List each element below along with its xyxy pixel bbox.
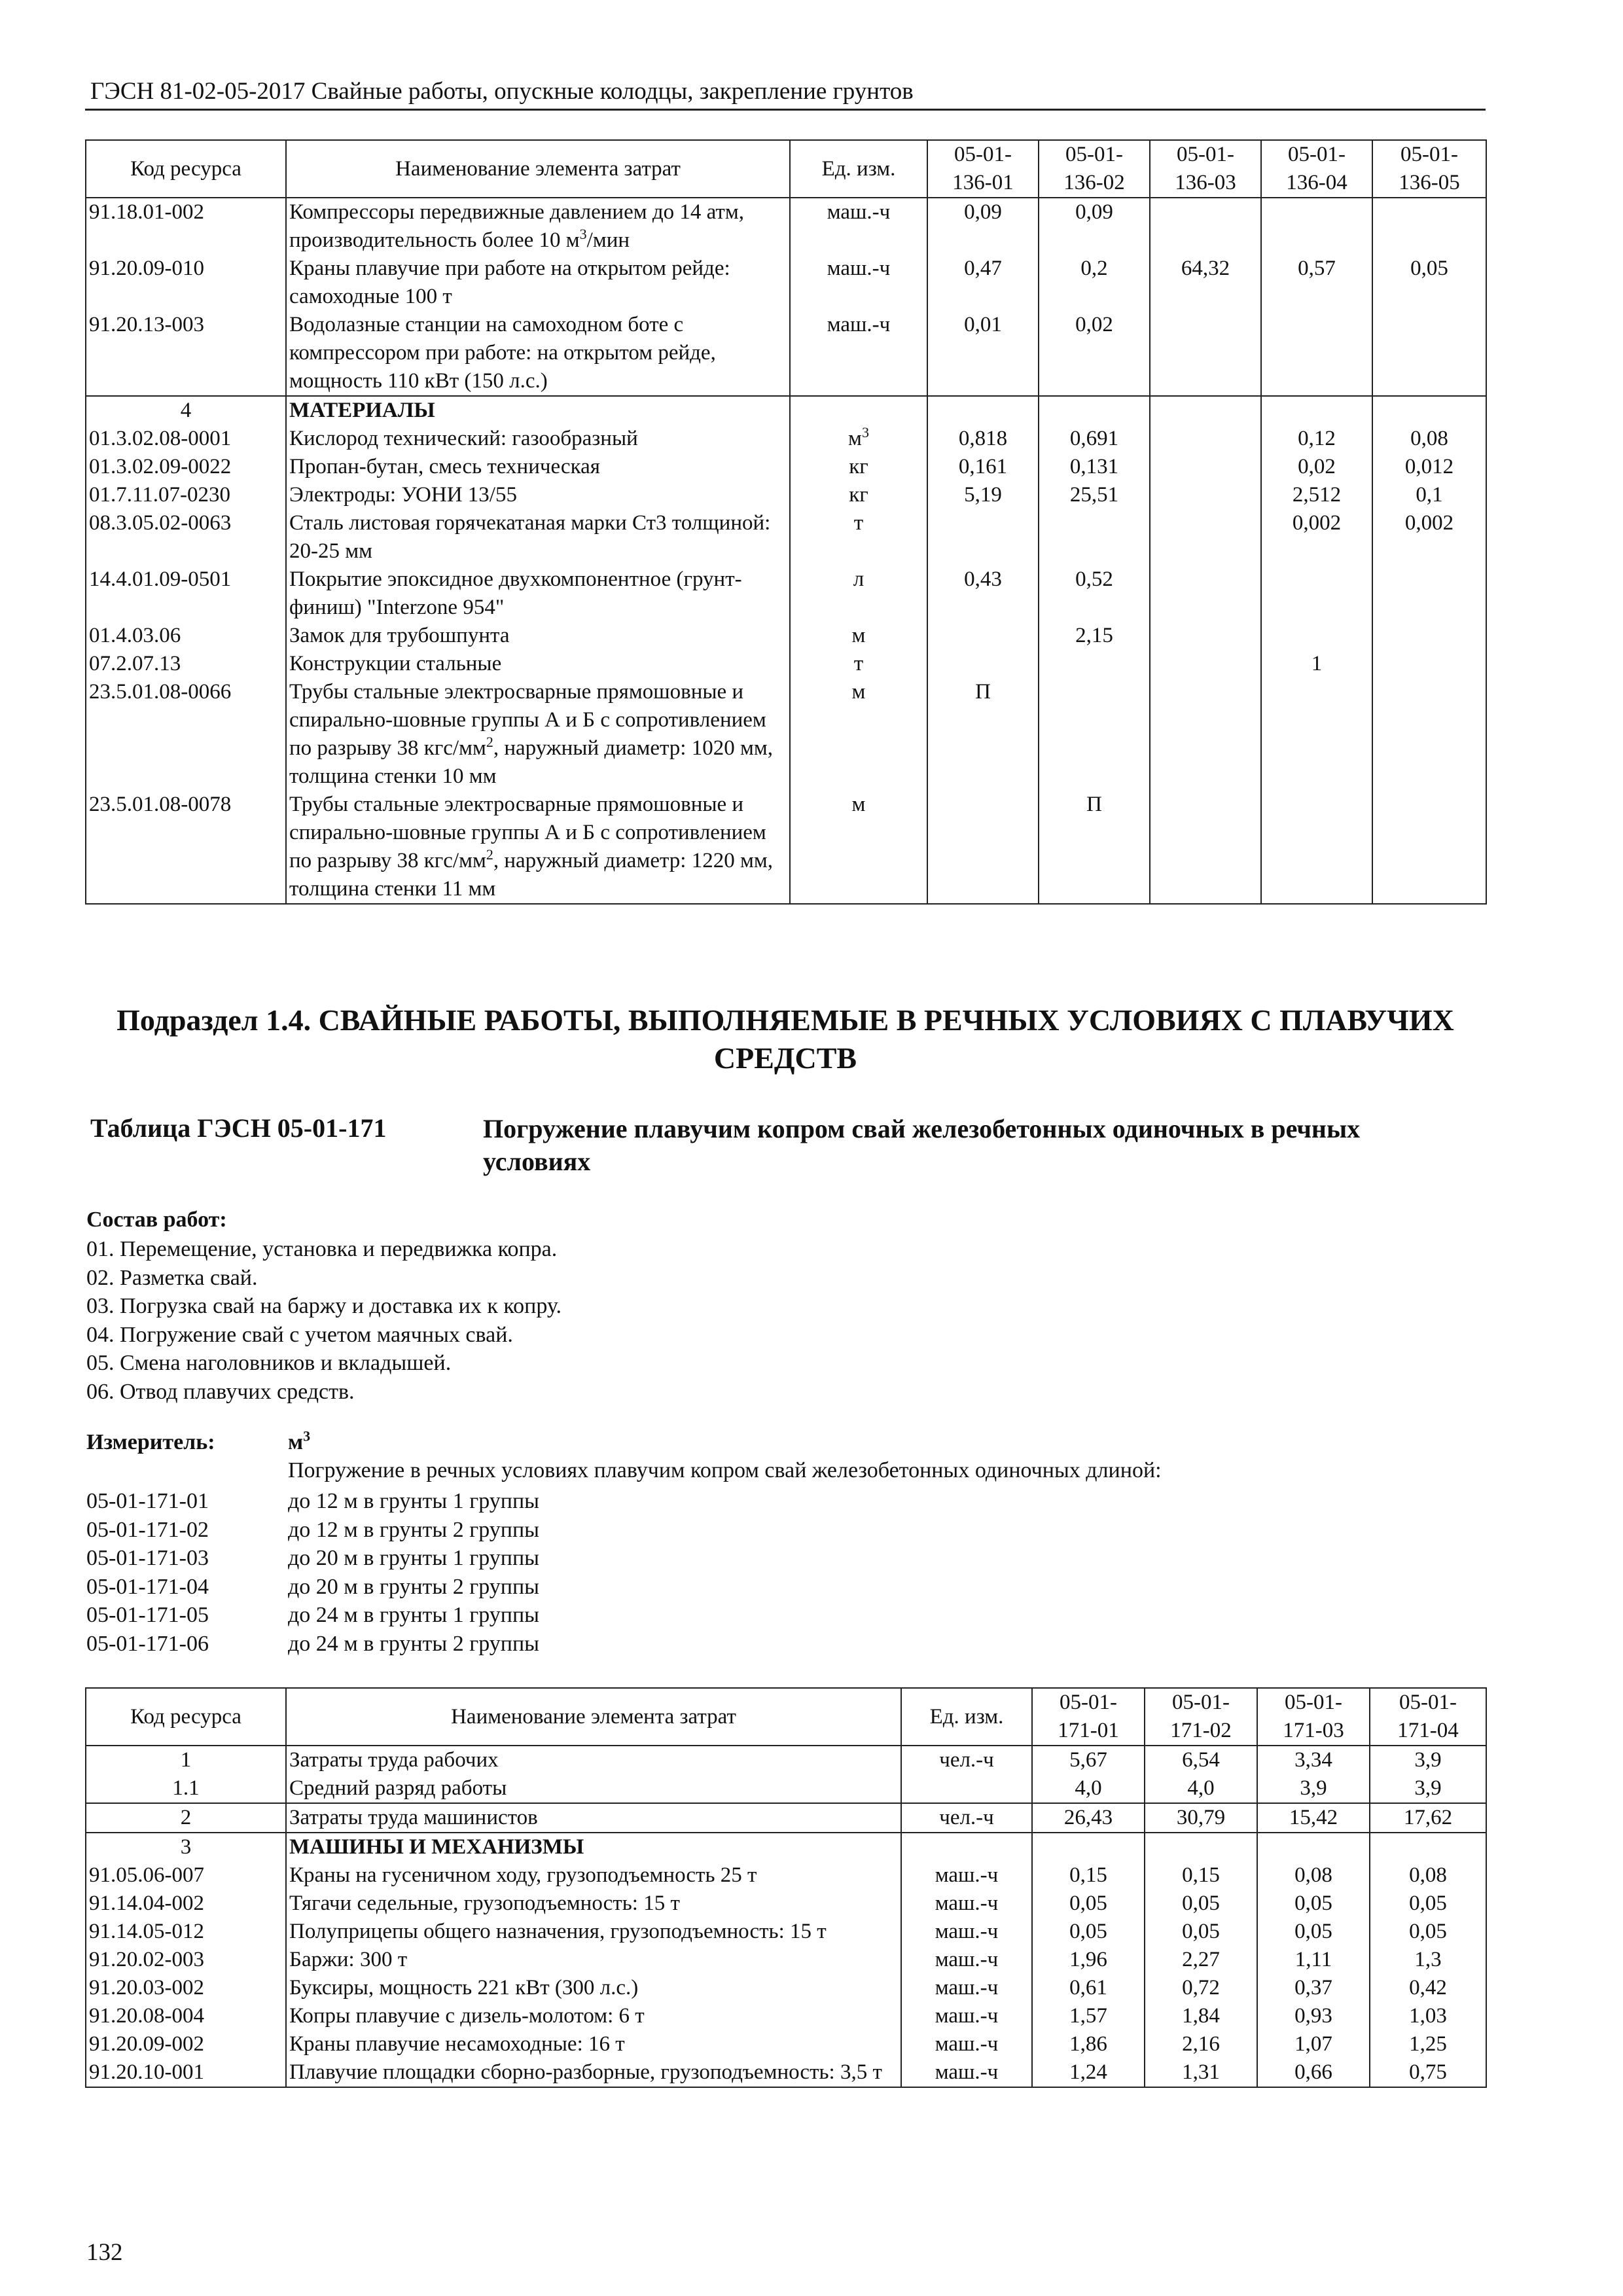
resource-name: Тягачи седельные, грузоподъемность: 15 т [286, 1890, 901, 1918]
value-cell: 17,62 [1370, 1803, 1486, 1833]
value-cell [1372, 396, 1486, 425]
unit-cell: т [790, 509, 927, 565]
column-header: Ед. изм. [790, 140, 927, 198]
value-cell [1150, 622, 1261, 650]
work-item: 04. Погружение свай с учетом маячных свай. [86, 1322, 513, 1347]
resource-code: 91.20.02-003 [86, 1946, 286, 1974]
resource-code: 01.3.02.09-0022 [86, 453, 286, 481]
table-row [86, 1803, 1486, 1833]
unit-cell: $м^3$ [790, 425, 927, 453]
unit-cell: чел.-ч [901, 1803, 1032, 1833]
value-cell [1261, 565, 1372, 622]
value-cell [1261, 311, 1372, 396]
meter-label: Измеритель: [86, 1430, 215, 1454]
value-cell: 0,05 [1370, 1918, 1486, 1946]
norm-description: до 20 м в грунты 2 группы [288, 1574, 539, 1599]
value-cell [927, 509, 1039, 565]
work-composition-heading: Состав работ: [86, 1208, 227, 1232]
resource-name: Буксиры, мощность 221 кВт (300 л.с.) [286, 1974, 901, 2002]
resource-code: 23.5.01.08-0066 [86, 678, 286, 791]
resource-code: 23.5.01.08-0078 [86, 791, 286, 904]
unit-cell: м [790, 791, 927, 904]
value-cell [1039, 678, 1150, 791]
value-cell [1372, 311, 1486, 396]
resource-name: МАШИНЫ И МЕХАНИЗМЫ [286, 1833, 901, 1861]
column-header: 05-01- 136-02 [1039, 140, 1150, 198]
value-cell: 0,05 [1257, 1918, 1370, 1946]
table-row [86, 1861, 1486, 1890]
value-cell: 0,75 [1370, 2058, 1486, 2087]
value-cell [1150, 509, 1261, 565]
value-cell: 5,67 [1032, 1746, 1145, 1774]
value-cell: 0,47 [927, 255, 1039, 311]
unit-cell: кг [790, 481, 927, 509]
table-header-row [86, 140, 1486, 198]
value-cell [1257, 1833, 1370, 1861]
unit-cell: маш.-ч [901, 1946, 1032, 1974]
table-row [86, 1890, 1486, 1918]
norm-code: 05-01-171-02 [86, 1517, 209, 1542]
norm-code: 05-01-171-03 [86, 1546, 209, 1570]
resource-name: Трубы стальные электросварные прямошовные и спирально-шовные группы А и Б с сопротивлением по разрыву 38 кгс/$мм^2$, наружный диаметр: 1220 мм, толщина стенки 11 мм [286, 791, 790, 904]
table-row [86, 1974, 1486, 2002]
value-cell: 1,84 [1145, 2002, 1257, 2030]
value-cell [1150, 311, 1261, 396]
value-cell [1372, 791, 1486, 904]
resource-name: Покрытие эпоксидное двухкомпонентное (грунт-финиш) "Interzone 954" [286, 565, 790, 622]
resource-name: Компрессоры передвижные давлением до 14 атм, производительность более 10 $м^3$/мин [286, 198, 790, 255]
value-cell: 0,09 [1039, 198, 1150, 255]
table-row [86, 481, 1486, 509]
resource-name: Краны на гусеничном ходу, грузоподъемность 25 т [286, 1861, 901, 1890]
unit-cell: маш.-ч [790, 311, 927, 396]
value-cell [1150, 396, 1261, 425]
unit-cell: маш.-ч [901, 2030, 1032, 2058]
unit-cell: маш.-ч [901, 2058, 1032, 2087]
value-cell [1261, 396, 1372, 425]
resource-code: 3 [86, 1833, 286, 1861]
resource-code: 07.2.07.13 [86, 650, 286, 678]
value-cell: 3,9 [1370, 1746, 1486, 1774]
value-cell: 0,08 [1372, 425, 1486, 453]
value-cell: 3,9 [1257, 1774, 1370, 1803]
unit-cell: м [790, 622, 927, 650]
value-cell: 0,52 [1039, 565, 1150, 622]
table-row [86, 678, 1486, 791]
table-row [86, 311, 1486, 396]
resource-name: Конструкции стальные [286, 650, 790, 678]
work-item: 01. Перемещение, установка и передвижка копра. [86, 1237, 558, 1261]
value-cell: 0,02 [1261, 453, 1372, 481]
resource-name: МАТЕРИАЛЫ [286, 396, 790, 425]
value-cell: 0,002 [1261, 509, 1372, 565]
column-header: 05-01- 136-05 [1372, 140, 1486, 198]
norm-description: до 24 м в грунты 1 группы [288, 1603, 539, 1627]
unit-cell: маш.-ч [901, 2002, 1032, 2030]
value-cell [1372, 678, 1486, 791]
value-cell: 4,0 [1032, 1774, 1145, 1803]
value-cell: 0,002 [1372, 509, 1486, 565]
resource-code: 91.05.06-007 [86, 1861, 286, 1890]
value-cell: 26,43 [1032, 1803, 1145, 1833]
value-cell [1039, 396, 1150, 425]
unit-cell: маш.-ч [901, 1974, 1032, 2002]
column-header: Наименование элемента затрат [286, 1688, 901, 1746]
work-item: 06. Отвод плавучих средств. [86, 1379, 355, 1404]
value-cell: 0,08 [1257, 1861, 1370, 1890]
value-cell [1150, 678, 1261, 791]
resource-code: 01.4.03.06 [86, 622, 286, 650]
value-cell [1372, 650, 1486, 678]
table-row [86, 1746, 1486, 1774]
resource-name: Краны плавучие несамоходные: 16 т [286, 2030, 901, 2058]
table-row [86, 1774, 1486, 1803]
resource-code: 01.3.02.08-0001 [86, 425, 286, 453]
value-cell: 0,72 [1145, 1974, 1257, 2002]
work-composition-list [86, 1235, 562, 1406]
resource-code: 08.3.05.02-0063 [86, 509, 286, 565]
value-cell [1150, 425, 1261, 453]
value-cell: 64,32 [1150, 255, 1261, 311]
value-cell [1372, 565, 1486, 622]
value-cell: 0,05 [1032, 1890, 1145, 1918]
resource-table-136 [85, 139, 1487, 905]
resource-code: 4 [86, 396, 286, 425]
resource-code: 91.20.09-010 [86, 255, 286, 311]
table-row [86, 453, 1486, 481]
value-cell: 1,24 [1032, 2058, 1145, 2087]
value-cell: 0,42 [1370, 1974, 1486, 2002]
table-row [86, 791, 1486, 904]
norm-description: до 12 м в грунты 1 группы [288, 1489, 539, 1513]
value-cell: 15,42 [1257, 1803, 1370, 1833]
table-row [86, 509, 1486, 565]
unit-cell: т [790, 650, 927, 678]
value-cell: 1,3 [1370, 1946, 1486, 1974]
column-header: Наименование элемента затрат [286, 140, 790, 198]
resource-code: 91.14.05-012 [86, 1918, 286, 1946]
column-header: 05-01- 136-01 [927, 140, 1039, 198]
section-row [86, 1833, 1486, 1861]
column-header: 05-01- 136-04 [1261, 140, 1372, 198]
value-cell: 0,05 [1257, 1890, 1370, 1918]
value-cell: 2,16 [1145, 2030, 1257, 2058]
value-cell: 0,37 [1257, 1974, 1370, 2002]
resource-name: Затраты труда рабочих [286, 1746, 901, 1774]
resource-name: Баржи: 300 т [286, 1946, 901, 1974]
column-header: 05-01- 136-03 [1150, 140, 1261, 198]
value-cell: 1,25 [1370, 2030, 1486, 2058]
value-cell [927, 650, 1039, 678]
column-header: Код ресурса [86, 140, 286, 198]
resource-code: 2 [86, 1803, 286, 1833]
value-cell: 25,51 [1039, 481, 1150, 509]
value-cell: 0,05 [1145, 1890, 1257, 1918]
table-row [86, 1946, 1486, 1974]
value-cell: 1,57 [1032, 2002, 1145, 2030]
table-description: Погружение плавучим копром свай железобетонных одиночных в речных условиях [483, 1114, 1361, 1176]
resource-name: Плавучие площадки сборно-разборные, грузоподъемность: 3,5 т [286, 2058, 901, 2087]
value-cell: 0,15 [1032, 1861, 1145, 1890]
resource-name: Средний разряд работы [286, 1774, 901, 1803]
column-header: 05-01- 171-03 [1257, 1688, 1370, 1746]
work-item: 05. Смена наголовников и вкладышей. [86, 1351, 452, 1375]
value-cell [1150, 481, 1261, 509]
norm-code: 05-01-171-04 [86, 1574, 209, 1599]
value-cell: 0,05 [1032, 1918, 1145, 1946]
column-header: 05-01- 171-02 [1145, 1688, 1257, 1746]
value-cell: 5,19 [927, 481, 1039, 509]
table-row [86, 650, 1486, 678]
meter-description: Погружение в речных условиях плавучим копром свай железобетонных одиночных длиной: [288, 1458, 1162, 1482]
value-cell [1372, 622, 1486, 650]
resource-code: 1.1 [86, 1774, 286, 1803]
column-header: Ед. изм. [901, 1688, 1032, 1746]
table-row [86, 425, 1486, 453]
column-header: 05-01- 171-01 [1032, 1688, 1145, 1746]
norm-description: до 24 м в грунты 2 группы [288, 1631, 539, 1656]
table-row [86, 622, 1486, 650]
unit-cell: маш.-ч [901, 1890, 1032, 1918]
value-cell: 4,0 [1145, 1774, 1257, 1803]
value-cell: 1,07 [1257, 2030, 1370, 2058]
value-cell: 6,54 [1145, 1746, 1257, 1774]
value-cell [1039, 650, 1150, 678]
value-cell: 0,01 [927, 311, 1039, 396]
table-label: Таблица ГЭСН 05-01-171 [90, 1113, 387, 1143]
unit-cell: маш.-ч [790, 198, 927, 255]
value-cell: 0,691 [1039, 425, 1150, 453]
value-cell: 0,05 [1370, 1890, 1486, 1918]
value-cell: 2,15 [1039, 622, 1150, 650]
value-cell: 0,02 [1039, 311, 1150, 396]
value-cell: 0,12 [1261, 425, 1372, 453]
value-cell: 0,93 [1257, 2002, 1370, 2030]
page-number: 132 [86, 2239, 123, 2266]
value-cell: 0,05 [1145, 1918, 1257, 1946]
value-cell: 0,15 [1145, 1861, 1257, 1890]
value-cell [927, 622, 1039, 650]
resource-code: 91.20.10-001 [86, 2058, 286, 2087]
table-row [86, 2002, 1486, 2030]
resource-code: 14.4.01.09-0501 [86, 565, 286, 622]
resource-name: Кислород технический: газообразный [286, 425, 790, 453]
unit-cell [901, 1774, 1032, 1803]
value-cell: 0,09 [927, 198, 1039, 255]
table-header-row [86, 1688, 1486, 1746]
value-cell: 0,161 [927, 453, 1039, 481]
value-cell [1370, 1833, 1486, 1861]
value-cell [1150, 453, 1261, 481]
column-header: Код ресурса [86, 1688, 286, 1746]
value-cell [1261, 678, 1372, 791]
meter-unit: $м^3$ [288, 1427, 311, 1454]
value-cell [1032, 1833, 1145, 1861]
resource-name: Трубы стальные электросварные прямошовные и спирально-шовные группы А и Б с сопротивлением по разрыву 38 кгс/$мм^2$, наружный диаметр: 1020 мм, толщина стенки 10 мм [286, 678, 790, 791]
unit-cell: маш.-ч [901, 1861, 1032, 1890]
header-divider [85, 109, 1486, 111]
value-cell: 1 [1261, 650, 1372, 678]
resource-code: 1 [86, 1746, 286, 1774]
resource-code: 91.20.03-002 [86, 1974, 286, 2002]
value-cell: 2,27 [1145, 1946, 1257, 1974]
value-cell: 0,818 [927, 425, 1039, 453]
norm-description-list [288, 1487, 539, 1658]
value-cell: 3,9 [1370, 1774, 1486, 1803]
value-cell [1039, 509, 1150, 565]
value-cell: 0,08 [1370, 1861, 1486, 1890]
resource-code: 91.20.09-002 [86, 2030, 286, 2058]
value-cell: 0,131 [1039, 453, 1150, 481]
value-cell [1150, 650, 1261, 678]
value-cell [927, 396, 1039, 425]
value-cell: 30,79 [1145, 1803, 1257, 1833]
resource-name: Затраты труда машинистов [286, 1803, 901, 1833]
value-cell: 0,05 [1372, 255, 1486, 311]
value-cell: П [1039, 791, 1150, 904]
resource-name: Пропан-бутан, смесь техническая [286, 453, 790, 481]
value-cell [1261, 198, 1372, 255]
value-cell: 0,43 [927, 565, 1039, 622]
resource-name: Водолазные станции на самоходном боте с компрессором при работе: на открытом рейде, мощность 110 кВт (150 л.с.) [286, 311, 790, 396]
value-cell: 1,86 [1032, 2030, 1145, 2058]
resource-code: 91.20.08-004 [86, 2002, 286, 2030]
unit-cell [790, 396, 927, 425]
value-cell [1372, 198, 1486, 255]
norm-description: до 12 м в грунты 2 группы [288, 1517, 539, 1542]
unit-cell: маш.-ч [790, 255, 927, 311]
resource-name: Электроды: УОНИ 13/55 [286, 481, 790, 509]
value-cell: 1,96 [1032, 1946, 1145, 1974]
work-item: 03. Погрузка свай на баржу и доставка их к копру. [86, 1294, 562, 1318]
unit-cell: кг [790, 453, 927, 481]
resource-table-171 [85, 1687, 1487, 2088]
column-header: 05-01- 171-04 [1370, 1688, 1486, 1746]
value-cell: 0,61 [1032, 1974, 1145, 2002]
value-cell: 1,03 [1370, 2002, 1486, 2030]
unit-cell: м [790, 678, 927, 791]
resource-name: Сталь листовая горячекатаная марки Ст3 толщиной: 20-25 мм [286, 509, 790, 565]
value-cell: 0,2 [1039, 255, 1150, 311]
work-item: 02. Разметка свай. [86, 1265, 258, 1290]
subsection-title: Подраздел 1.4. СВАЙНЫЕ РАБОТЫ, ВЫПОЛНЯЕМЫЕ В РЕЧНЫХ УСЛОВИЯХ С ПЛАВУЧИХ СРЕДСТВ [116, 1003, 1454, 1075]
section-row [86, 396, 1486, 425]
resource-code: 91.14.04-002 [86, 1890, 286, 1918]
norm-code: 05-01-171-01 [86, 1489, 209, 1513]
value-cell: 1,11 [1257, 1946, 1370, 1974]
norm-description: до 20 м в грунты 1 группы [288, 1546, 539, 1570]
unit-cell: чел.-ч [901, 1746, 1032, 1774]
value-cell [1150, 565, 1261, 622]
resource-name: Краны плавучие при работе на открытом рейде: самоходные 100 т [286, 255, 790, 311]
unit-cell [901, 1833, 1032, 1861]
resource-name: Замок для трубошпунта [286, 622, 790, 650]
resource-code: 91.18.01-002 [86, 198, 286, 255]
value-cell [1261, 622, 1372, 650]
norm-code: 05-01-171-05 [86, 1603, 209, 1627]
page-header-title: ГЭСН 81-02-05-2017 Свайные работы, опускные колодцы, закрепление грунтов [90, 78, 914, 105]
value-cell [1150, 198, 1261, 255]
value-cell: 0,57 [1261, 255, 1372, 311]
unit-cell: л [790, 565, 927, 622]
resource-code: 91.20.13-003 [86, 311, 286, 396]
value-cell: 0,1 [1372, 481, 1486, 509]
value-cell [1145, 1833, 1257, 1861]
table-row [86, 255, 1486, 311]
value-cell: 0,012 [1372, 453, 1486, 481]
value-cell: 2,512 [1261, 481, 1372, 509]
table-row [86, 1918, 1486, 1946]
unit-cell: маш.-ч [901, 1918, 1032, 1946]
table-row [86, 198, 1486, 255]
table-row [86, 2058, 1486, 2087]
resource-name: Копры плавучие с дизель-молотом: 6 т [286, 2002, 901, 2030]
table-row [86, 565, 1486, 622]
table-row [86, 2030, 1486, 2058]
value-cell [1261, 791, 1372, 904]
norm-code: 05-01-171-06 [86, 1631, 209, 1656]
value-cell: 1,31 [1145, 2058, 1257, 2087]
value-cell: П [927, 678, 1039, 791]
value-cell: 3,34 [1257, 1746, 1370, 1774]
value-cell: 0,66 [1257, 2058, 1370, 2087]
value-cell [927, 791, 1039, 904]
resource-name: Полуприцепы общего назначения, грузоподъемность: 15 т [286, 1918, 901, 1946]
norm-code-list [86, 1487, 209, 1658]
resource-code: 01.7.11.07-0230 [86, 481, 286, 509]
value-cell [1150, 791, 1261, 904]
